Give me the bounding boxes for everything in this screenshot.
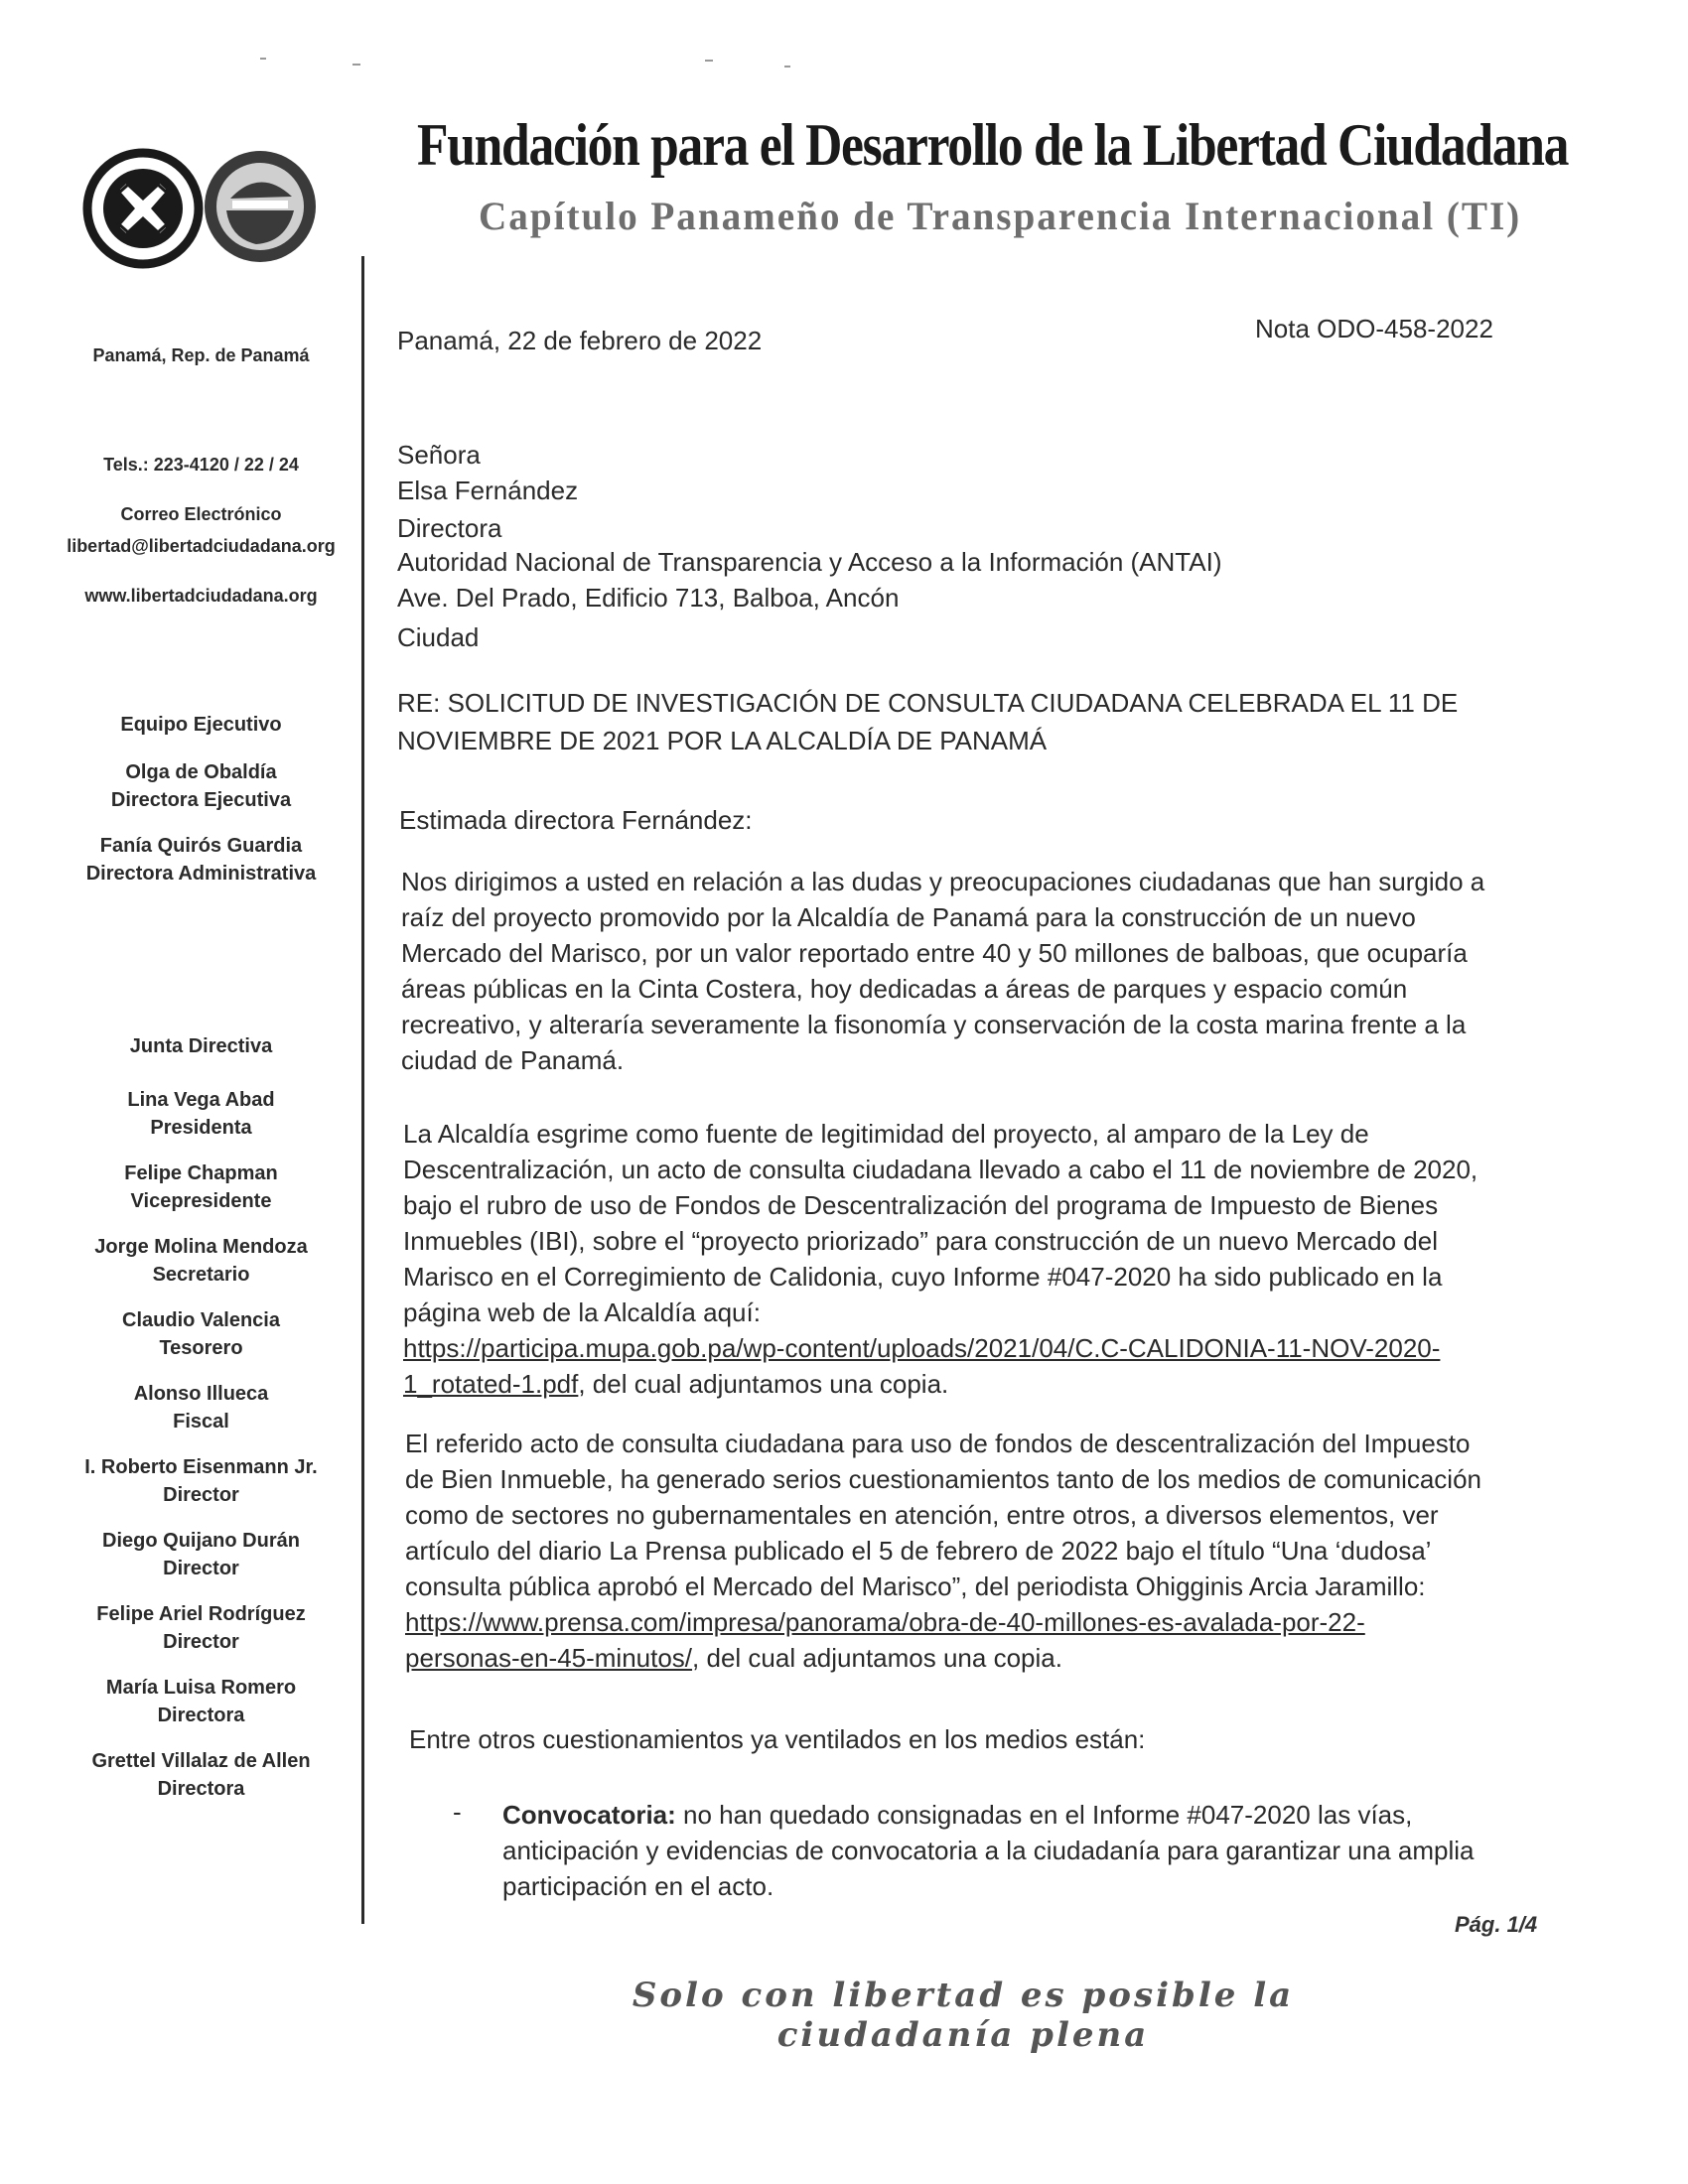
board-member-name: Jorge Molina Mendoza <box>94 1236 308 1258</box>
org-name: Fundación para el Desarrollo de la Libertad Ciudadana <box>417 112 1569 178</box>
sidebar-website[interactable]: www.libertadciudadana.org <box>84 586 318 606</box>
list-intro: Entre otros cuestionamientos ya ventilados en los medios están: <box>409 1724 1146 1754</box>
footer-motto: Solo con libertad es posible la ciudadanía plena <box>632 1976 1295 2055</box>
subject-line: RE: SOLICITUD DE INVESTIGACIÓN DE CONSULTA CIUDADANA CELEBRADA EL 11 DE <box>397 688 1459 718</box>
board-member-role: Presidenta <box>150 1117 252 1139</box>
paragraph-line: Mercado del Marisco, por un valor reportado entre 40 y 50 millones de balboas, que ocuparía <box>401 938 1468 968</box>
team-member-role: Directora Ejecutiva <box>110 789 292 811</box>
scan-speck <box>705 60 713 62</box>
board-title: Junta Directiva <box>129 1035 273 1057</box>
paragraph-line: Descentralización, un acto de consulta ciudadana llevado a cabo el 11 de noviembre de 2020, <box>403 1155 1478 1184</box>
bullet-text: anticipación y evidencias de convocatoria a la ciudadanía para garantizar una amplia <box>502 1836 1475 1865</box>
board-member-role: Tesorero <box>159 1337 243 1359</box>
board-member-role: Director <box>163 1558 239 1579</box>
paragraph-line: de Bien Inmueble, ha generado serios cuestionamientos tanto de los medios de comunicación <box>405 1464 1482 1494</box>
board-member-name: Diego Quijano Durán <box>102 1530 300 1552</box>
scan-speck <box>260 58 266 60</box>
board-member-name: Felipe Chapman <box>124 1162 278 1184</box>
paragraph-2 <box>403 1116 1537 1402</box>
paragraph-line: página web de la Alcaldía aquí: <box>403 1297 761 1327</box>
paragraph-line: Nos dirigimos a usted en relación a las dudas y preocupaciones ciudadanas que han surgido a <box>401 867 1485 896</box>
document-link[interactable]: https://participa.mupa.gob.pa/wp-content/uploads/2021/04/C.C-CALIDONIA-11-NOV-2020- <box>403 1333 1441 1363</box>
board-member-role: Directora <box>157 1778 245 1800</box>
sidebar-location: Panamá, Rep. de Panamá <box>92 345 310 365</box>
scan-speck <box>352 64 360 66</box>
paragraph-line: La Alcaldía esgrime como fuente de legitimidad del proyecto, al amparo de la Ley de <box>403 1119 1369 1149</box>
executive-team-title: Equipo Ejecutivo <box>120 714 282 736</box>
paragraph-line: áreas públicas en la Cinta Costera, hoy dedicadas a áreas de parques y espacio común <box>401 974 1408 1004</box>
board-member-name: Lina Vega Abad <box>127 1089 275 1111</box>
salutation: Estimada directora Fernández: <box>399 805 753 835</box>
sidebar-email[interactable]: libertad@libertadciudadana.org <box>67 536 336 556</box>
foundation-logo <box>81 139 320 278</box>
paragraph-tail: , del cual adjuntamos una copia. <box>692 1643 1062 1673</box>
bullet-term: Convocatoria: <box>502 1800 676 1830</box>
recipient-line: Ave. Del Prado, Edificio 713, Balboa, Ancón <box>397 583 900 613</box>
board-member-name: Claudio Valencia <box>122 1309 280 1331</box>
paragraph-tail: , del cual adjuntamos una copia. <box>578 1369 949 1399</box>
bullet-text: participación en el acto. <box>502 1871 774 1901</box>
sidebar-phones: Tels.: 223-4120 / 22 / 24 <box>103 455 299 475</box>
paragraph-1 <box>401 864 1535 1078</box>
paragraph-line: ciudad de Panamá. <box>401 1045 625 1075</box>
letter-reference: Nota ODO-458-2022 <box>1255 314 1493 343</box>
recipient-line: Elsa Fernández <box>397 476 579 505</box>
sidebar-email-label: Correo Electrónico <box>120 504 282 524</box>
article-link[interactable]: personas-en-45-minutos/ <box>405 1643 693 1673</box>
board-member-role: Director <box>163 1631 239 1653</box>
org-subtitle: Capítulo Panameño de Transparencia Internacional (TI) <box>479 194 1522 238</box>
paragraph-line: bajo el rubro de uso de Fondos de Descentralización del programa de Impuesto de Bienes <box>403 1190 1439 1220</box>
sidebar-divider <box>361 256 364 1924</box>
board-member-role: Directora <box>157 1705 245 1726</box>
bullet-text: no han quedado consignadas en el Informe #047-2020 las vías, <box>675 1800 1413 1830</box>
paragraph-line: raíz del proyecto promovido por la Alcaldía de Panamá para la construcción de un nuevo <box>401 902 1416 932</box>
page-number: Pág. 1/4 <box>1455 1912 1538 1937</box>
team-member-name: Fanía Quirós Guardia <box>99 835 303 857</box>
board-member-name: Felipe Ariel Rodríguez <box>96 1603 306 1625</box>
recipient-line: Ciudad <box>397 622 480 652</box>
paragraph-line: artículo del diario La Prensa publicado el 5 de febrero de 2022 bajo el título “Una ‘dudosa’ <box>405 1536 1432 1566</box>
letter-date: Panamá, 22 de febrero de 2022 <box>397 326 763 355</box>
paragraph-3 <box>405 1426 1539 1676</box>
board-member-role: Vicepresidente <box>130 1190 272 1212</box>
recipient-line: Señora <box>397 440 481 470</box>
board-member-name: Alonso Illueca <box>133 1383 269 1405</box>
paragraph-line: consulta pública aprobó el Mercado del Marisco”, del periodista Ohigginis Arcia Jaramillo: <box>405 1571 1426 1601</box>
subject-line: NOVIEMBRE DE 2021 POR LA ALCALDÍA DE PANAMÁ <box>397 726 1048 755</box>
recipient-line: Directora <box>397 513 502 543</box>
paragraph-line: como de sectores no gubernamentales en atención, entre otros, a diversos elementos, ver <box>405 1500 1439 1530</box>
board-member-role: Secretario <box>152 1264 250 1286</box>
paragraph-line: El referido acto de consulta ciudadana para uso de fondos de descentralización del Impuesto <box>405 1429 1471 1458</box>
board-member-name: María Luisa Romero <box>105 1677 297 1699</box>
bullet-marker: - <box>453 1797 462 1827</box>
scan-speck <box>784 66 790 68</box>
board-member-name: I. Roberto Eisenmann Jr. <box>84 1456 318 1478</box>
document-link[interactable]: 1_rotated-1.pdf <box>403 1369 579 1399</box>
paragraph-line: Inmuebles (IBI), sobre el “proyecto priorizado” para construcción de un nuevo Mercado del <box>403 1226 1438 1256</box>
board-member-name: Grettel Villalaz de Allen <box>91 1750 311 1772</box>
paragraph-line: recreativo, y alteraría severamente la fisonomía y conservación de la costa marina frente a la <box>401 1010 1467 1039</box>
board-member-role: Director <box>163 1484 239 1506</box>
team-member-name: Olga de Obaldía <box>125 761 277 783</box>
paragraph-line: Marisco en el Corregimiento de Calidonia, cuyo Informe #047-2020 ha sido publicado en la <box>403 1262 1443 1292</box>
article-link[interactable]: https://www.prensa.com/impresa/panorama/obra-de-40-millones-es-avalada-por-22- <box>405 1607 1365 1637</box>
recipient-line: Autoridad Nacional de Transparencia y Acceso a la Información (ANTAI) <box>397 547 1222 577</box>
board-member-role: Fiscal <box>173 1411 229 1433</box>
team-member-role: Directora Administrativa <box>85 863 317 885</box>
